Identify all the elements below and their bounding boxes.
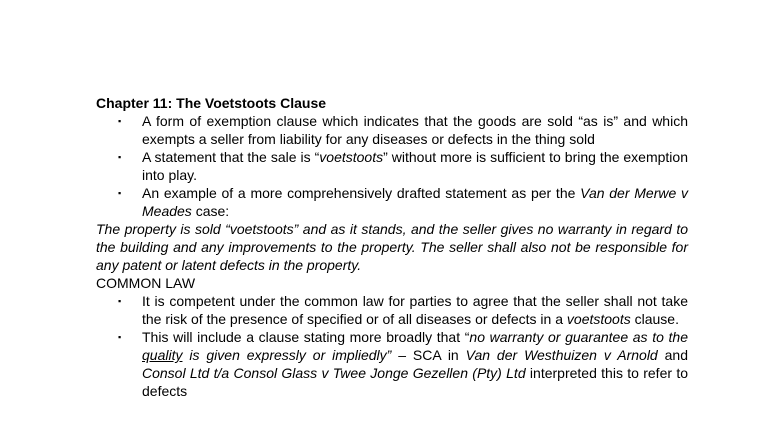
list-item-text-pre: It is competent under the common law for parties to agree that the seller shall not take the risk of the presence of specified or of all diseases or defects in a xyxy=(142,293,688,327)
chapter-title: Chapter 11: The Voetstoots Clause xyxy=(96,95,327,111)
list-item-emphasis: voetstoots xyxy=(319,149,384,165)
bullet-icon: ▪ xyxy=(118,296,122,306)
case-name: Van der Westhuizen v Arnold xyxy=(465,347,658,363)
sample-clause-quote: The property is sold “voetstoots” and as it stands, and the seller gives no warranty in regard to the building and any improvements to the property. The seller shall also not be responsible for any patent or latent defects in the property. xyxy=(96,221,688,273)
list-item xyxy=(96,328,688,400)
list-item-text-and: and xyxy=(657,347,689,363)
list-item xyxy=(96,112,688,148)
quoted-phrase-a: no warranty or guarantee as to the xyxy=(469,329,688,345)
list-item-text-post: ” without more is sufficient to bring the exemption into play. xyxy=(142,149,688,183)
section-heading: COMMON LAW xyxy=(96,275,196,291)
list-item-text-post: interpreted this to refer to defects xyxy=(142,365,688,399)
bullet-icon: ▪ xyxy=(118,116,122,126)
common-law-list xyxy=(96,292,688,400)
bullet-icon: ▪ xyxy=(118,188,122,198)
underlined-word: quality xyxy=(142,347,183,363)
document-page xyxy=(96,94,688,400)
bullet-icon: ▪ xyxy=(118,152,122,162)
bullet-icon: ▪ xyxy=(118,332,122,342)
list-item-text-pre: A statement that the sale is “ xyxy=(142,149,320,165)
list-item xyxy=(96,148,688,184)
definition-list xyxy=(96,112,688,220)
list-item-text-post: case: xyxy=(191,203,230,219)
list-item-emphasis: voetstoots xyxy=(566,311,631,327)
list-item xyxy=(96,184,688,220)
quoted-phrase-b: is given expressly or impliedly” xyxy=(182,347,392,363)
list-item-text-pre: An example of a more comprehensively drafted statement as per the xyxy=(142,185,581,201)
list-item-text: A form of exemption clause which indicates that the goods are sold “as is” and which exempts a seller from liability for any diseases or defects in the thing sold xyxy=(142,113,688,147)
list-item-text-mid: – SCA in xyxy=(391,347,466,363)
case-name: Consol Ltd t/a Consol Glass v Twee Jonge Gezellen (Pty) Ltd xyxy=(142,365,526,381)
list-item-text-post: clause. xyxy=(630,311,679,327)
case-name: Van der Merwe v Meades xyxy=(142,185,688,219)
list-item-text-pre: This will include a clause stating more broadly that “ xyxy=(142,329,470,345)
list-item xyxy=(96,292,688,328)
